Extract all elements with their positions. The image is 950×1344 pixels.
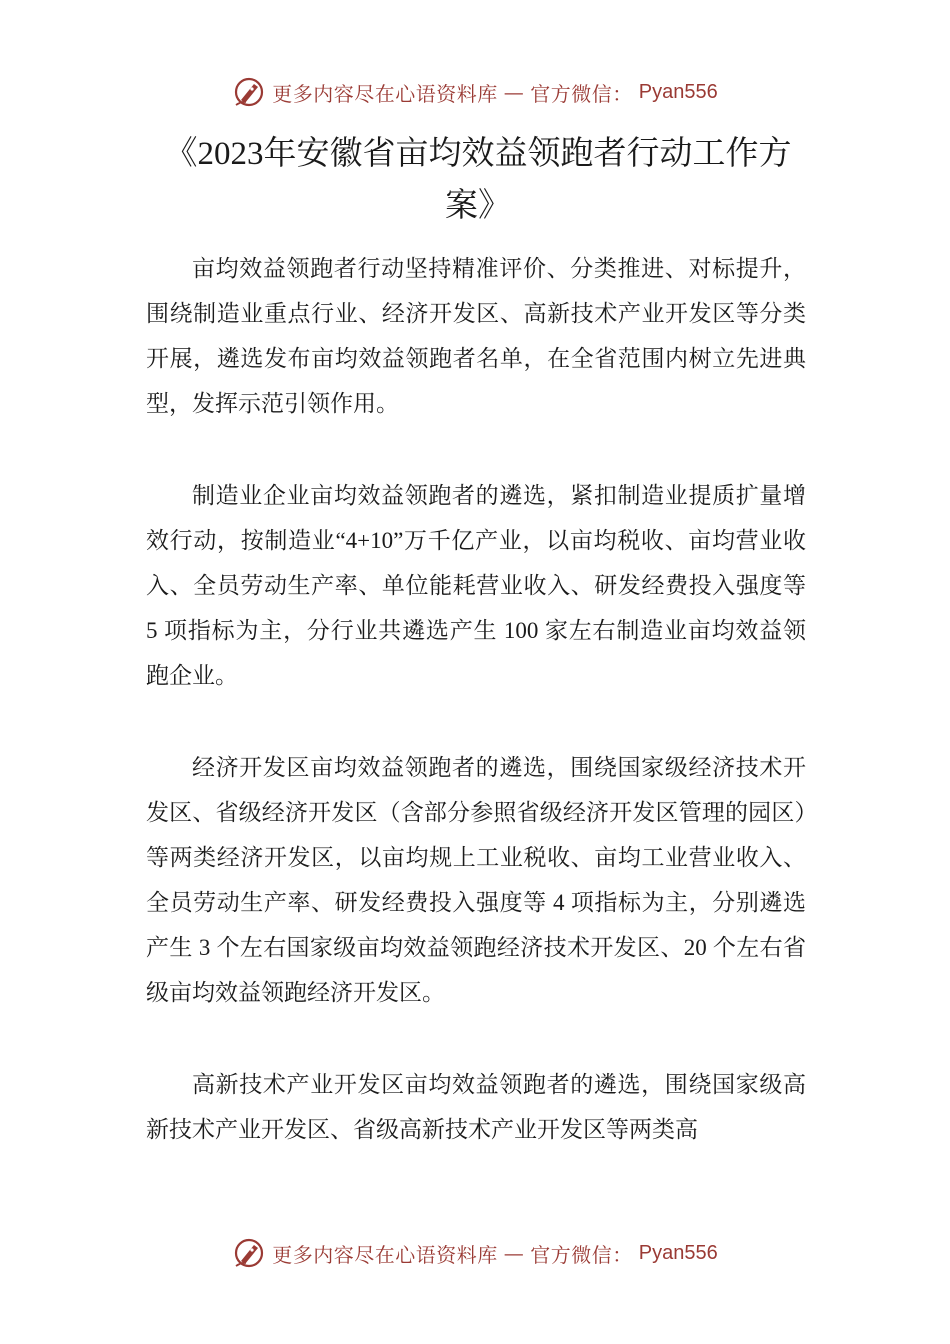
watermark-separator: — <box>503 1241 525 1265</box>
footer-watermark <box>0 1233 950 1273</box>
document-title: 《2023年安徽省亩均效益领跑者行动工作方案》 <box>164 136 792 224</box>
watermark-separator: — <box>503 80 525 104</box>
watermark-contact-id: Pyan556 <box>638 1241 718 1264</box>
paragraph-2: 制造业企业亩均效益领跑者的遴选，紧扣制造业提质扩量增效行动，按制造业“4+10”万千亿产业，以亩均税收、亩均营业收入、全员劳动生产率、单位能耗营业收入、研发经费投入强度等 5 项指标为主，分行业共遴选产生 100 家左右制造业亩均效益领跑企业。 <box>146 483 806 688</box>
watermark-contact-id: Pyan556 <box>638 80 718 103</box>
paragraph-4: 高新技术产业开发区亩均效益领跑者的遴选，围绕国家级高新技术产业开发区、省级高新技术产业开发区等两类高 <box>146 1072 806 1142</box>
header-watermark <box>0 72 950 112</box>
footer-watermark-content <box>232 1236 717 1270</box>
pen-nib-logo-icon <box>232 1236 266 1270</box>
watermark-brand-text: 更多内容尽在心语资料库 <box>272 1242 498 1267</box>
watermark-contact-text: 官方微信： <box>530 81 633 106</box>
paragraph-1: 亩均效益领跑者行动坚持精准评价、分类推进、对标提升，围绕制造业重点行业、经济开发区、高新技术产业开发区等分类开展，遴选发布亩均效益领跑者名单，在全省范围内树立先进典型，发挥示范引领作用。 <box>146 256 806 416</box>
paragraph-3: 经济开发区亩均效益领跑者的遴选，围绕国家级经济技术开发区、省级经济开发区（含部分参照省级经济开发区管理的园区）等两类经济开发区，以亩均规上工业税收、亩均工业营业收入、全员劳动生产率、研发经费投入强度等 4 项指标为主，分别遴选产生 3 个左右国家级亩均效益领跑经济技术开发区、20 个左右省级亩均效益领跑经济开发区。 <box>146 755 806 1005</box>
watermark-brand-text: 更多内容尽在心语资料库 <box>272 81 498 106</box>
pen-nib-logo-icon <box>232 75 266 109</box>
header-watermark-content <box>232 75 717 109</box>
watermark-contact-text: 官方微信： <box>530 1242 633 1267</box>
document-body <box>146 246 806 1199</box>
